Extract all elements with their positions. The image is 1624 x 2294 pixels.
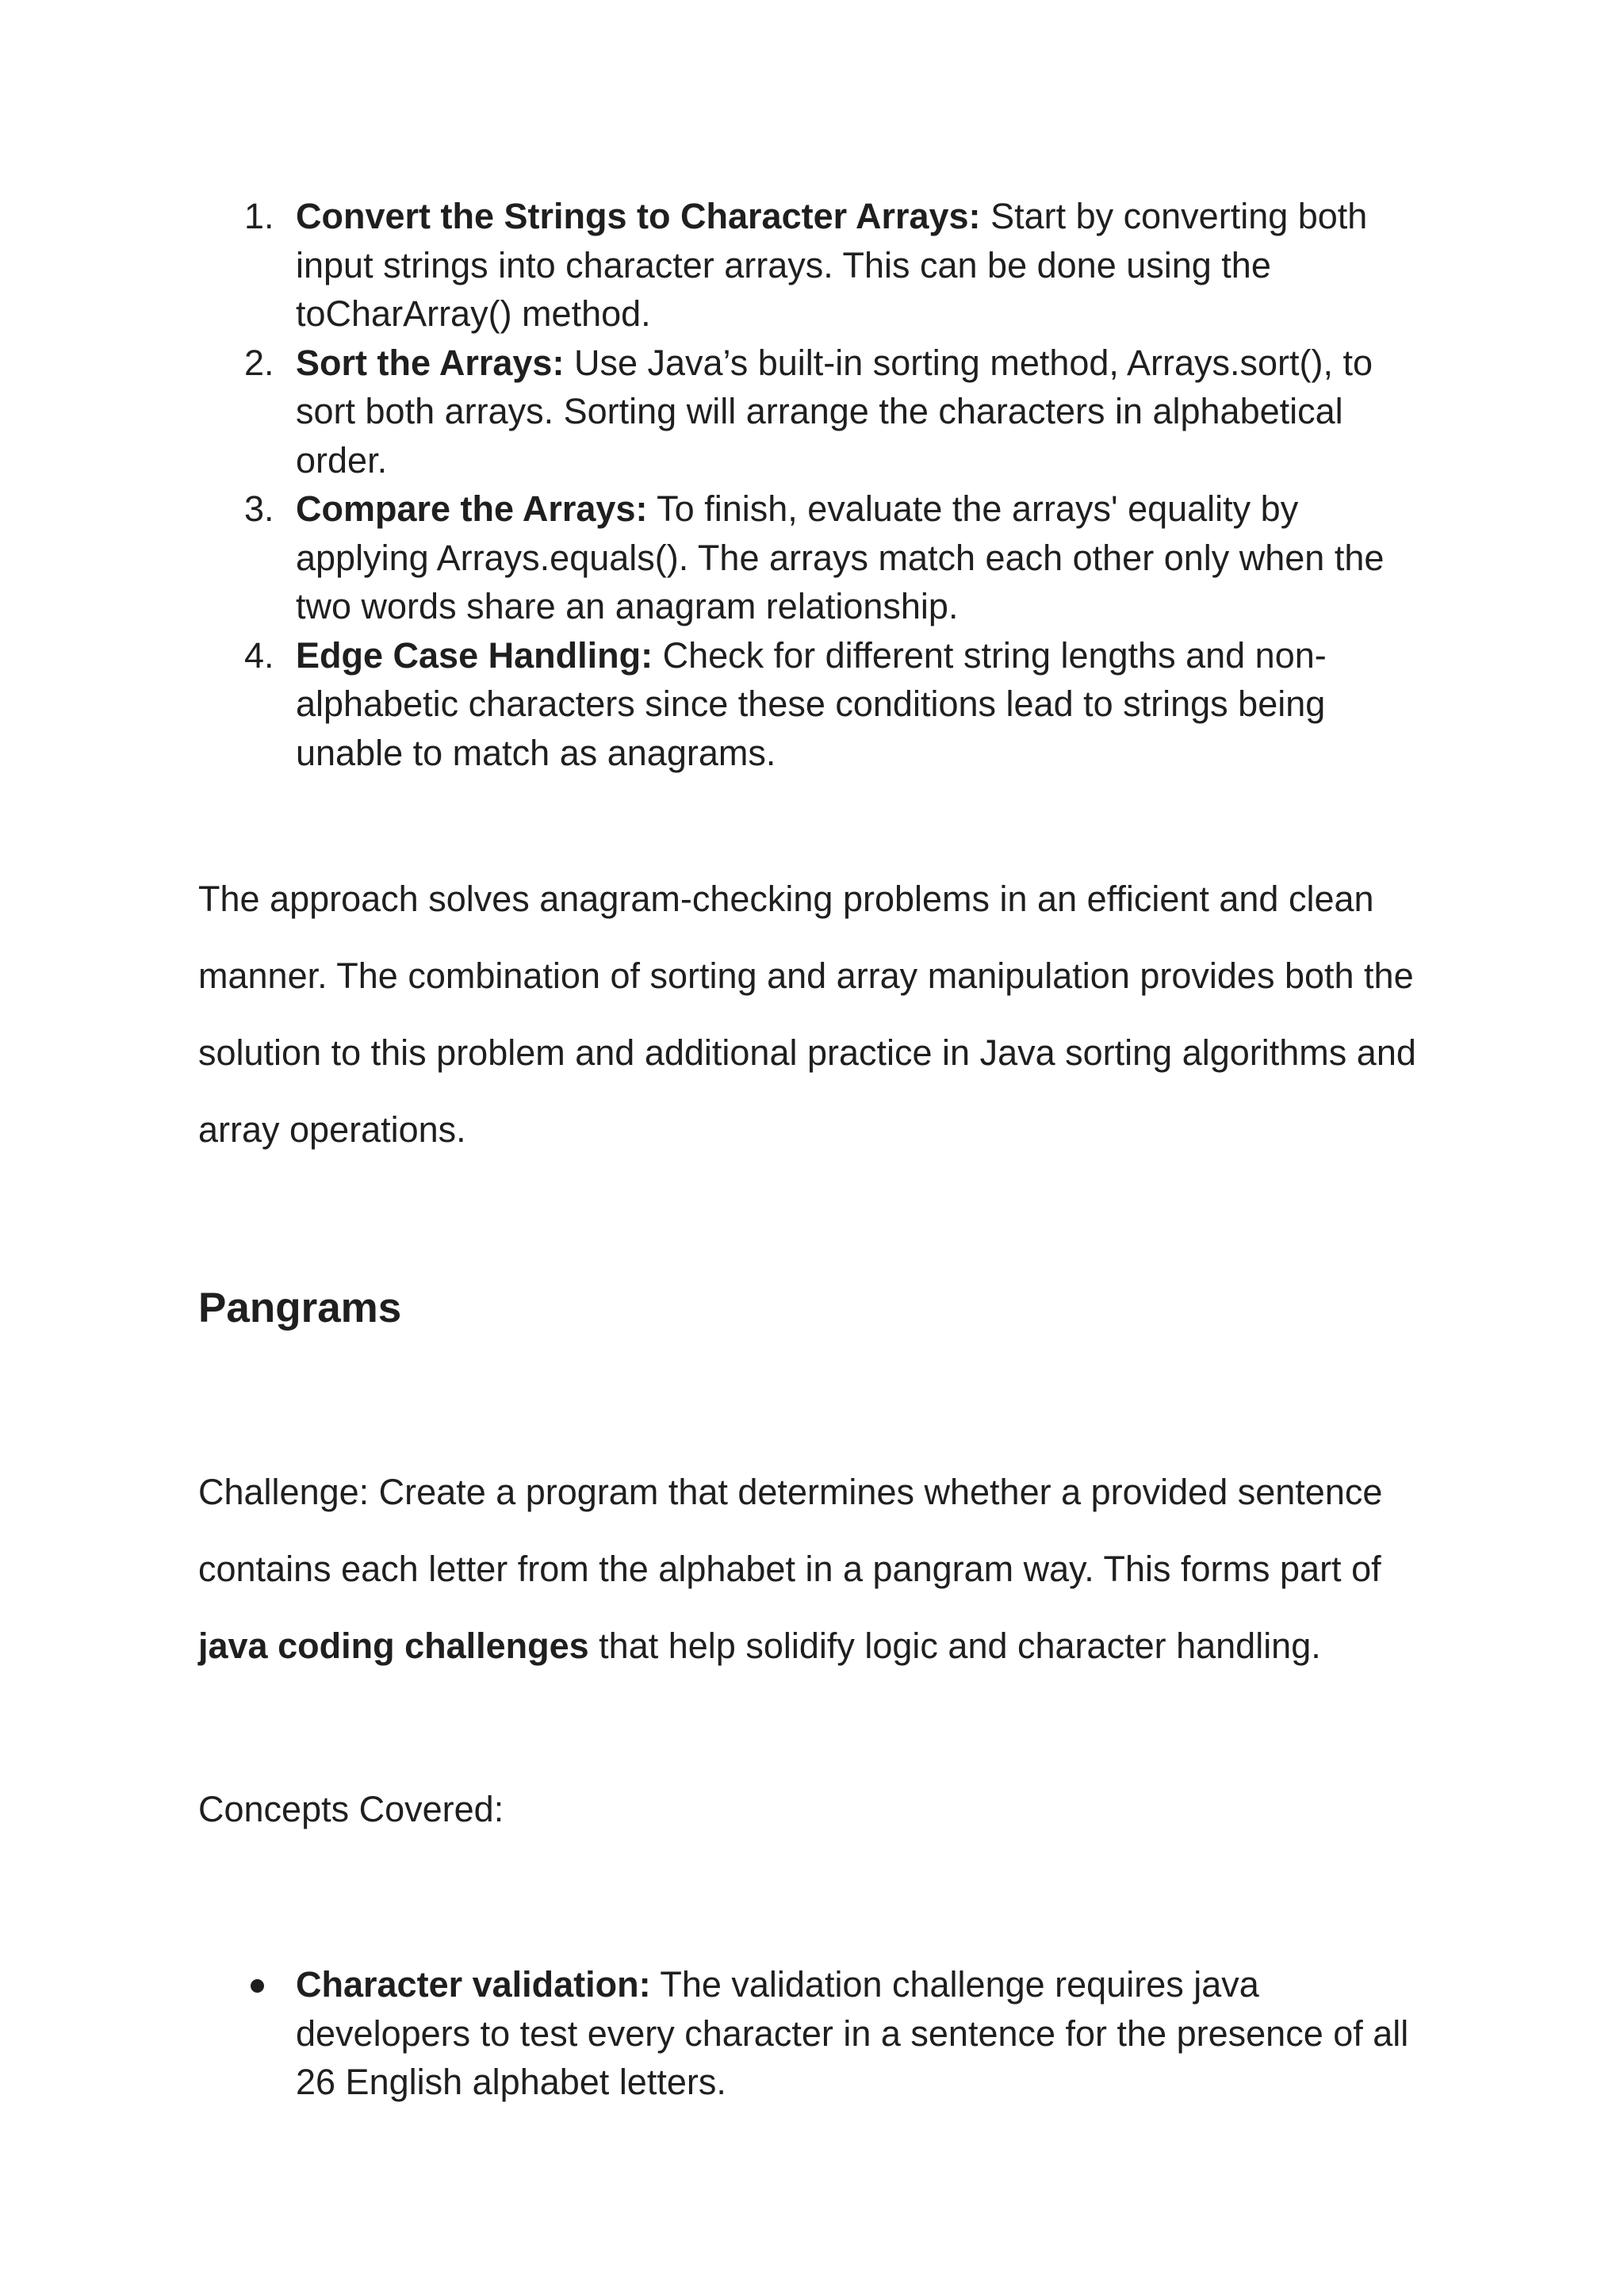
bullet-icon bbox=[251, 1979, 264, 1993]
list-item bbox=[198, 192, 1435, 339]
steps-list bbox=[198, 192, 1435, 777]
challenge-bold-phrase: java coding challenges bbox=[198, 1626, 589, 1666]
list-item bbox=[198, 484, 1435, 631]
list-item-text: Use Java’s built-in sorting method, Arrays.sort(), to sort both arrays. Sorting will arrange the characters in alphabetical order. bbox=[296, 342, 1373, 481]
challenge-text-before: Challenge: Create a program that determines whether a provided sentence contains each letter from the alphabet in a pangram way. This forms part of bbox=[198, 1472, 1383, 1589]
concepts-label: Concepts Covered: bbox=[198, 1789, 504, 1829]
list-item-title: Sort the Arrays: bbox=[296, 342, 565, 383]
list-item-text: The validation challenge requires java developers to test every character in a sentence for the presence of all 26 English alphabet letters. bbox=[296, 1964, 1409, 2102]
list-item bbox=[198, 1960, 1435, 2107]
section-heading: Pangrams bbox=[198, 1285, 402, 1331]
approach-paragraph: The approach solves anagram-checking problems in an efficient and clean manner. The combination of sorting and array manipulation provides both the solution to this problem and additional practice in Java sorting algorithms and array operations. bbox=[198, 879, 1416, 1150]
challenge-text-after: that help solidify logic and character handling. bbox=[588, 1626, 1321, 1666]
list-item-number: 3. bbox=[244, 488, 274, 529]
list-item-text: To finish, evaluate the arrays' equality by applying Arrays.equals(). The arrays match each other only when the two words share an anagram relationship. bbox=[296, 488, 1385, 626]
list-item-title: Compare the Arrays: bbox=[296, 488, 648, 529]
list-item-number: 2. bbox=[244, 342, 274, 383]
list-item-title: Character validation: bbox=[296, 1964, 651, 2005]
list-item-text: Start by converting both input strings into character arrays. This can be done using the toCharArray() method. bbox=[296, 196, 1368, 334]
list-item-title: Edge Case Handling: bbox=[296, 634, 653, 676]
list-item-number: 1. bbox=[244, 196, 274, 236]
list-item-number: 4. bbox=[244, 634, 274, 676]
list-item-text: Check for different string lengths and non-alphabetic characters since these conditions lead to strings being unable to match as anagrams. bbox=[296, 634, 1327, 773]
concepts-list bbox=[198, 1960, 1435, 2107]
list-item bbox=[198, 339, 1435, 485]
list-item bbox=[198, 631, 1435, 778]
challenge-paragraph bbox=[198, 1453, 1435, 1684]
list-item-title: Convert the Strings to Character Arrays: bbox=[296, 196, 981, 236]
